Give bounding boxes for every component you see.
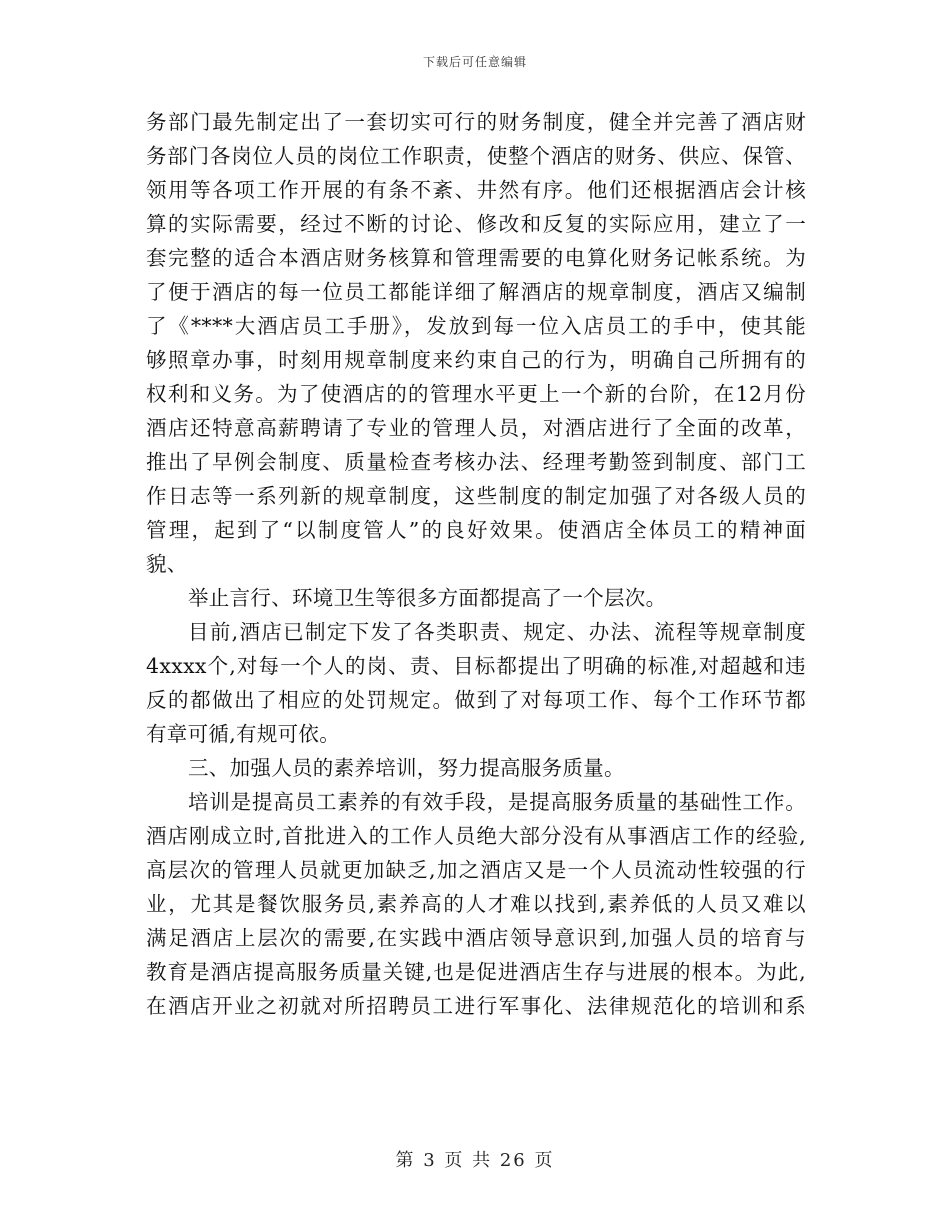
text-line: 务部门各岗位人员的岗位工作职责，使整个酒店的财务、供应、保管、	[146, 144, 806, 168]
text-line: 管理，起到了“以制度管人”的良好效果。使酒店全体员工的精神面	[146, 518, 806, 542]
text-line: 作日志等一系列新的规章制度，这些制度的制定加强了对各级人员的	[146, 484, 806, 508]
text-line: 推出了早例会制度、质量检查考核办法、经理考勤签到制度、部门工	[146, 450, 806, 474]
text-line: 了便于酒店的每一位员工都能详细了解酒店的规章制度，酒店又编制	[146, 280, 806, 304]
text-line: 权利和义务。为了使酒店的的管理水平更上一个新的台阶，在12月份	[146, 382, 806, 406]
text-line: 酒店还特意高薪聘请了专业的管理人员，对酒店进行了全面的改革，	[146, 416, 806, 440]
text-line: 高层次的管理人员就更加缺乏,加之酒店又是一个人员流动性较强的行	[146, 858, 806, 882]
text-line: 酒店刚成立时,首批进入的工作人员绝大部分没有从事酒店工作的经验,	[146, 824, 806, 848]
page-header-note: 下载后可任意编辑	[422, 55, 527, 69]
text-line: 4xxxx个,对每一个人的岗、责、目标都提出了明确的标准,对超越和违	[146, 654, 806, 678]
text-line: 反的都做出了相应的处罚规定。做到了对每项工作、每个工作环节都	[146, 688, 806, 712]
text-line: 貌、	[146, 552, 188, 576]
paragraph-line: 举止言行、环境卫生等很多方面都提高了一个层次。	[188, 586, 667, 610]
text-line: 务部门最先制定出了一套切实可行的财务制度，健全并完善了酒店财	[146, 110, 806, 134]
text-line: 够照章办事，时刻用规章制度来约束自己的行为，明确自己所拥有的	[146, 348, 806, 372]
text-line: 了《****大酒店员工手册》，发放到每一位入店员工的手中，使其能	[146, 314, 806, 338]
text-line: 算的实际需要，经过不断的讨论、修改和反复的实际应用，建立了一	[146, 212, 806, 236]
paragraph-line: 目前,酒店已制定下发了各类职责、规定、办法、流程等规章制度	[188, 620, 806, 644]
text-line: 在酒店开业之初就对所招聘员工进行军事化、法律规范化的培训和系	[146, 994, 806, 1018]
text-line: 业，尤其是餐饮服务员,素养高的人才难以找到,素养低的人员又难以	[146, 892, 806, 916]
text-line: 教育是酒店提高服务质量关键,也是促进酒店生存与进展的根本。为此,	[146, 960, 806, 984]
document-body	[146, 105, 806, 1023]
text-line: 有章可循,有规可依。	[146, 722, 341, 746]
text-line: 套完整的适合本酒店财务核算和管理需要的电算化财务记帐系统。为	[146, 246, 806, 270]
section-heading: 三、加强人员的素养培训，努力提高服务质量。	[188, 756, 625, 780]
text-line: 领用等各项工作开展的有条不紊、井然有序。他们还根据酒店会计核	[146, 178, 806, 202]
page-number: 第 3 页 共 26 页	[395, 1150, 555, 1171]
paragraph-line: 培训是提高员工素养的有效手段，是提高服务质量的基础性工作。	[188, 790, 806, 814]
text-line: 满足酒店上层次的需要,在实践中酒店领导意识到,加强人员的培育与	[146, 926, 806, 950]
